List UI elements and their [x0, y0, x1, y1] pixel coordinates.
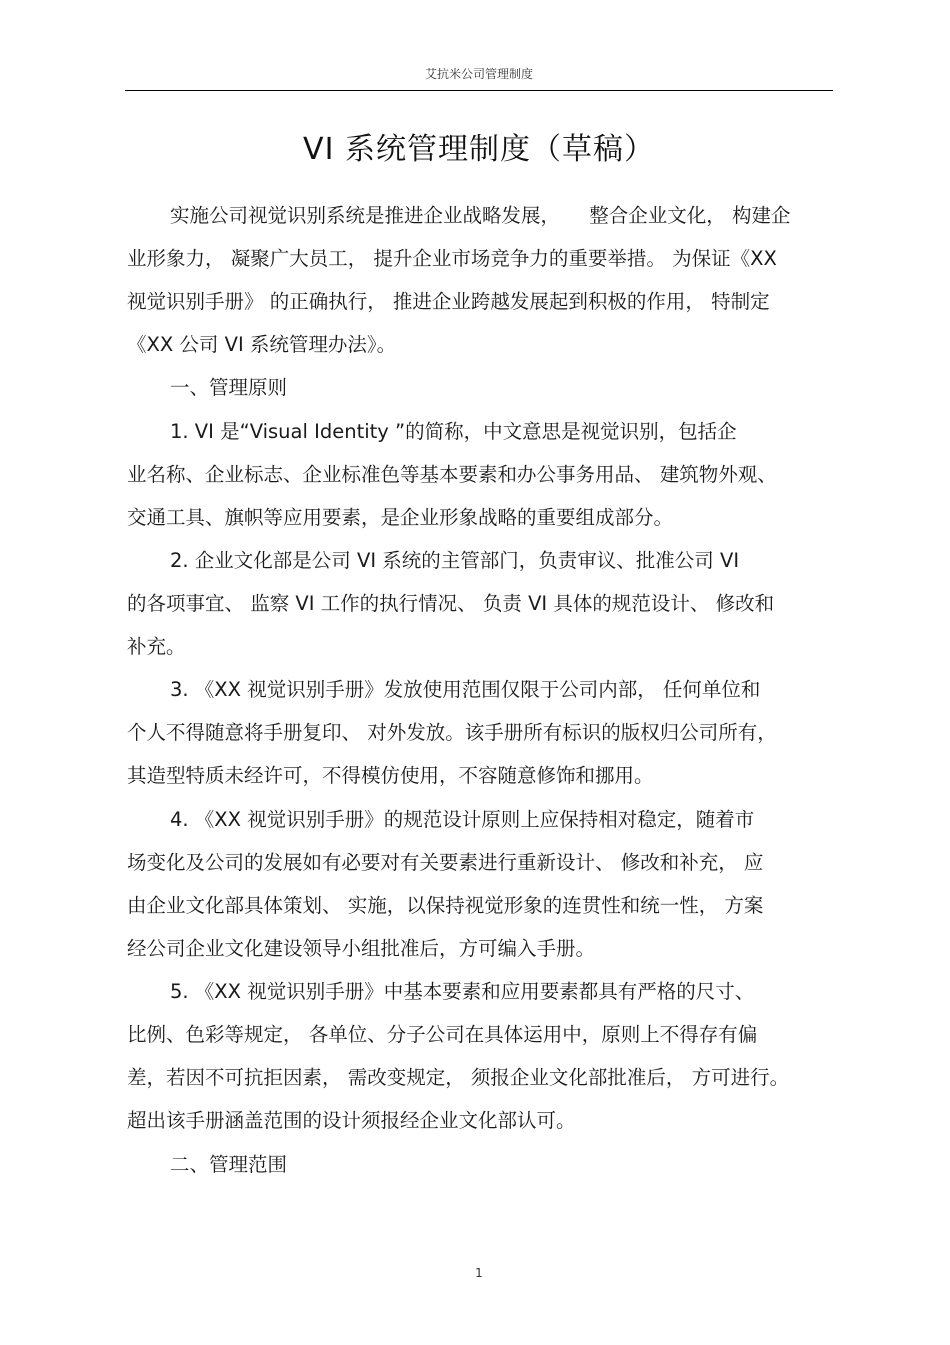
section-heading: 二、管理范围: [170, 1153, 288, 1176]
body-line: 比例、色彩等规定， 各单位、分子公司在具体运用中，原则上不得存有偏: [127, 1023, 758, 1046]
page-number: 1: [475, 1266, 483, 1280]
section-heading: 一、管理原则: [170, 376, 288, 399]
header-divider: [125, 90, 833, 91]
body-line: 3. 《XX 视觉识别手册》发放使用范围仅限于公司内部， 任何单位和: [170, 678, 761, 701]
body-line: 交通工具、旗帜等应用要素，是企业形象战略的重要组成部分。: [127, 506, 674, 529]
body-line: 超出该手册涵盖范围的设计须报经企业文化部认可。: [127, 1109, 576, 1132]
body-line: 由企业文化部具体策划、 实施，以保持视觉形象的连贯性和统一性， 方案: [127, 894, 764, 917]
body-line: 视觉识别手册》 的正确执行， 推进企业跨越发展起到积极的作用， 特制定: [127, 290, 770, 313]
body-line: 的各项事宜、 监察 VI 工作的执行情况、 负责 VI 具体的规范设计、 修改和: [127, 592, 775, 615]
body-line: 1. VI 是“Visual Identity ”的简称，中文意思是视觉识别，包括企: [170, 420, 737, 443]
body-line: 4. 《XX 视觉识别手册》的规范设计原则上应保持相对稳定，随着市: [170, 808, 755, 831]
page-header-title: 艾抗米公司管理制度: [424, 67, 533, 81]
body-line: 《XX 公司 VI 系统管理办法》。: [127, 333, 397, 356]
body-line: 5. 《XX 视觉识别手册》中基本要素和应用要素都具有严格的尺寸、: [170, 980, 755, 1003]
body-line: 个人不得随意将手册复印、 对外发放。该手册所有标识的版权归公司所有，: [127, 721, 777, 744]
body-line: 场变化及公司的发展如有必要对有关要素进行重新设计、 修改和补充， 应: [127, 851, 764, 874]
body-line: 2. 企业文化部是公司 VI 系统的主管部门，负责审议、批准公司 VI: [170, 549, 740, 572]
body-line: 经公司企业文化建设领导小组批准后，方可编入手册。: [127, 937, 596, 960]
body-line: 实施公司视觉识别系统是推进企业战略发展， 整合企业文化， 构建企: [170, 204, 791, 227]
body-line: 补充。: [127, 635, 186, 658]
body-line: 其造型特质未经许可，不得模仿使用，不容随意修饰和挪用。: [127, 764, 654, 787]
body-line: 业形象力， 凝聚广大员工， 提升企业市场竞争力的重要举措。 为保证《XX: [127, 247, 777, 270]
document-title: VI 系统管理制度（草稿）: [303, 132, 655, 167]
body-line: 差，若因不可抗拒因素， 需改变规定， 须报企业文化部批准后， 方可进行。: [127, 1066, 790, 1089]
body-line: 业名称、企业标志、企业标准色等基本要素和办公事务用品、 建筑物外观、: [127, 463, 777, 486]
